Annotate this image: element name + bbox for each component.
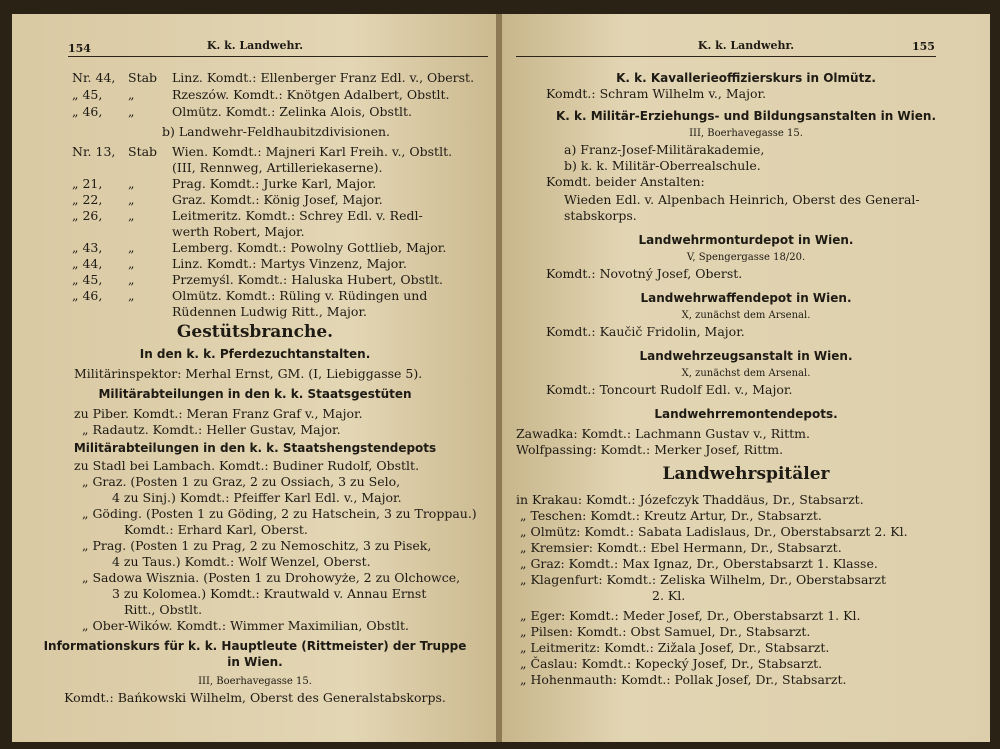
left-line xyxy=(72,70,474,86)
entry-text: Olmütz. Komdt.: Rüling v. Rüdingen und xyxy=(172,288,428,303)
left-line: Komdt.: Bańkowski Wilhelm, Oberst des Generalstabskorps. xyxy=(64,690,446,705)
right-line: K. k. Militär-Erziehungs- und Bildungsanstalten in Wien. xyxy=(555,109,937,123)
right-line: „ Olmütz: Komdt.: Sabata Ladislaus, Dr., Oberstabsarzt 2. Kl. xyxy=(520,524,908,539)
left-line: Komdt.: Erhard Karl, Oberst. xyxy=(124,522,308,537)
right-running-head: K. k. Landwehr. xyxy=(697,39,795,52)
left-page-number: 154 xyxy=(68,42,91,55)
right-line: K. k. Kavallerieoffizierskurs in Olmütz. xyxy=(616,71,876,85)
entry-text: Przemyśl. Komdt.: Haluska Hubert, Obstlt. xyxy=(172,272,444,287)
left-line: „ Prag. (Posten 1 zu Prag, 2 zu Nemoschitz, 3 zu Pisek, xyxy=(82,538,432,553)
entry-number: „ 44, xyxy=(72,256,103,271)
right-line: X, zunächst dem Arsenal. xyxy=(681,368,811,379)
entry-number: Nr. 13, xyxy=(72,144,116,159)
left-line: zu Stadl bei Lambach. Komdt.: Budiner Rudolf, Obstlt. xyxy=(74,458,420,473)
right-line: Komdt.: Novotný Josef, Oberst. xyxy=(546,266,743,281)
entry-number: „ 45, xyxy=(72,87,103,102)
entry-unit: „ xyxy=(128,104,135,119)
left-line: Informationskurs für k. k. Hauptleute (Rittmeister) der Truppe xyxy=(43,639,467,653)
right-line: III, Boerhavegasse 15. xyxy=(689,128,803,139)
right-line: „ Časlau: Komdt.: Kopecký Josef, Dr., Stabsarzt. xyxy=(520,656,823,671)
left-line: „ Sadowa Wisznia. (Posten 1 zu Drohowyże, 2 zu Olchowce, xyxy=(82,570,461,585)
right-page xyxy=(502,14,990,742)
left-line: Militärabteilungen in den k. k. Staatshengstendepots xyxy=(73,441,437,455)
entry-number: „ 46, xyxy=(72,104,103,119)
left-page xyxy=(12,14,498,742)
entry-unit: „ xyxy=(128,288,135,303)
right-line: Komdt.: Toncourt Rudolf Edl. v., Major. xyxy=(546,382,793,397)
entry-number: „ 26, xyxy=(72,208,103,223)
right-line: Landwehrremontendepots. xyxy=(654,407,838,421)
right-line: „ Hohenmauth: Komdt.: Pollak Josef, Dr., Stabsarzt. xyxy=(520,672,847,687)
right-line: „ Klagenfurt: Komdt.: Zeliska Wilhelm, Dr., Oberstabsarzt xyxy=(520,572,886,587)
entry-unit: „ xyxy=(128,192,135,207)
right-line: „ Leitmeritz: Komdt.: Zižala Josef, Dr., Stabsarzt. xyxy=(520,640,830,655)
left-line: 4 zu Sinj.) Komdt.: Pfeiffer Karl Edl. v., Major. xyxy=(112,490,402,505)
left-line: 3 zu Kolomea.) Komdt.: Krautwald v. Annau Ernst xyxy=(112,586,427,601)
right-line: stabskorps. xyxy=(564,208,637,223)
right-line: Landwehrzeugsanstalt in Wien. xyxy=(639,349,853,363)
entry-text: Wien. Komdt.: Majneri Karl Freih. v., Obstlt. xyxy=(172,144,453,159)
left-line xyxy=(72,176,376,192)
left-line xyxy=(72,144,452,160)
entry-unit: Stab xyxy=(128,70,158,85)
left-line: Militärinspektor: Merhal Ernst, GM. (I, Liebiggasse 5). xyxy=(74,366,423,381)
right-header-rule xyxy=(516,56,936,57)
left-line xyxy=(72,240,446,256)
right-line: Komdt. beider Anstalten: xyxy=(546,174,705,189)
entry-text: Linz. Komdt.: Martys Vinzenz, Major. xyxy=(172,256,407,271)
left-line: „ Radautz. Komdt.: Heller Gustav, Major. xyxy=(82,422,341,437)
entry-unit: Stab xyxy=(128,144,158,159)
right-line: Wieden Edl. v. Alpenbach Heinrich, Oberst des General- xyxy=(564,192,920,207)
left-line xyxy=(72,288,427,304)
left-line: zu Piber. Komdt.: Meran Franz Graf v., Major. xyxy=(74,406,363,421)
left-line: „ Graz. (Posten 1 zu Graz, 2 zu Ossiach, 3 zu Selo, xyxy=(82,474,401,489)
left-line: Ritt., Obstlt. xyxy=(124,602,203,617)
entry-number: „ 46, xyxy=(72,288,103,303)
entry-unit: „ xyxy=(128,272,135,287)
left-line: III, Boerhavegasse 15. xyxy=(198,676,312,687)
entry-unit: „ xyxy=(128,176,135,191)
entry-number: „ 43, xyxy=(72,240,103,255)
right-line: V, Spengergasse 18/20. xyxy=(686,252,806,263)
entry-text: Leitmeritz. Komdt.: Schrey Edl. v. Redl- xyxy=(172,208,423,223)
left-line: Gestütsbranche. xyxy=(176,322,334,342)
left-line xyxy=(72,192,383,208)
left-line: Rüdennen Ludwig Ritt., Major. xyxy=(172,304,368,319)
right-line: „ Eger: Komdt.: Meder Josef, Dr., Oberstabsarzt 1. Kl. xyxy=(520,608,861,623)
left-line: In den k. k. Pferdezuchtanstalten. xyxy=(139,347,371,361)
right-line: „ Teschen: Komdt.: Kreutz Artur, Dr., Stabsarzt. xyxy=(520,508,822,523)
right-line: Zawadka: Komdt.: Lachmann Gustav v., Rittm. xyxy=(516,426,810,441)
entry-number: „ 22, xyxy=(72,192,103,207)
left-line: „ Göding. (Posten 1 zu Göding, 2 zu Hatschein, 3 zu Troppau.) xyxy=(82,506,477,521)
right-line: Landwehrmonturdepot in Wien. xyxy=(638,233,854,247)
left-line xyxy=(72,87,450,103)
left-running-head: K. k. Landwehr. xyxy=(206,39,304,52)
right-line: Landwehrwaffendepot in Wien. xyxy=(640,291,852,305)
right-line: Komdt.: Kaučič Fridolin, Major. xyxy=(546,324,745,339)
left-line xyxy=(72,256,407,272)
entry-number: Nr. 44, xyxy=(72,70,116,85)
entry-text: Olmütz. Komdt.: Zelinka Alois, Obstlt. xyxy=(172,104,412,119)
left-line: werth Robert, Major. xyxy=(172,224,305,239)
left-line: Militärabteilungen in den k. k. Staatsgestüten xyxy=(98,387,412,401)
right-line: X, zunächst dem Arsenal. xyxy=(681,310,811,321)
left-line: in Wien. xyxy=(227,655,283,669)
entry-text: Graz. Komdt.: König Josef, Major. xyxy=(172,192,383,207)
right-line: a) Franz-Josef-Militärakademie, xyxy=(564,142,765,157)
right-line: Komdt.: Schram Wilhelm v., Major. xyxy=(546,86,767,101)
left-line xyxy=(72,104,412,120)
left-line: „ Ober-Wików. Komdt.: Wimmer Maximilian, Obstlt. xyxy=(82,618,410,633)
entry-text: Rzeszów. Komdt.: Knötgen Adalbert, Obstlt. xyxy=(172,87,450,102)
left-header-rule xyxy=(68,56,488,57)
entry-text: Lemberg. Komdt.: Powolny Gottlieb, Major. xyxy=(172,240,447,255)
left-line xyxy=(72,208,423,224)
right-line: Landwehrspitäler xyxy=(662,464,830,484)
entry-text: Prag. Komdt.: Jurke Karl, Major. xyxy=(172,176,377,191)
entry-unit: „ xyxy=(128,87,135,102)
left-line xyxy=(72,272,443,288)
right-line: in Krakau: Komdt.: Józefczyk Thaddäus, Dr., Stabsarzt. xyxy=(516,492,864,507)
left-line: (III, Rennweg, Artilleriekaserne). xyxy=(172,160,383,175)
right-line: Wolfpassing: Komdt.: Merker Josef, Rittm. xyxy=(516,442,784,457)
entry-unit: „ xyxy=(128,208,135,223)
right-line: „ Graz: Komdt.: Max Ignaz, Dr., Oberstabsarzt 1. Klasse. xyxy=(520,556,878,571)
entry-text: Linz. Komdt.: Ellenberger Franz Edl. v., Oberst. xyxy=(172,70,475,85)
entry-number: „ 21, xyxy=(72,176,103,191)
right-line: „ Kremsier: Komdt.: Ebel Hermann, Dr., Stabsarzt. xyxy=(520,540,842,555)
left-line: b) Landwehr-Feldhaubitzdivisionen. xyxy=(162,124,391,139)
right-line: 2. Kl. xyxy=(652,588,686,603)
right-line: b) k. k. Militär-Oberrealschule. xyxy=(564,158,761,173)
entry-number: „ 45, xyxy=(72,272,103,287)
left-line: 4 zu Taus.) Komdt.: Wolf Wenzel, Oberst. xyxy=(112,554,371,569)
right-line: „ Pilsen: Komdt.: Obst Samuel, Dr., Stabsarzt. xyxy=(520,624,811,639)
right-page-number: 155 xyxy=(912,40,935,53)
entry-unit: „ xyxy=(128,256,135,271)
entry-unit: „ xyxy=(128,240,135,255)
